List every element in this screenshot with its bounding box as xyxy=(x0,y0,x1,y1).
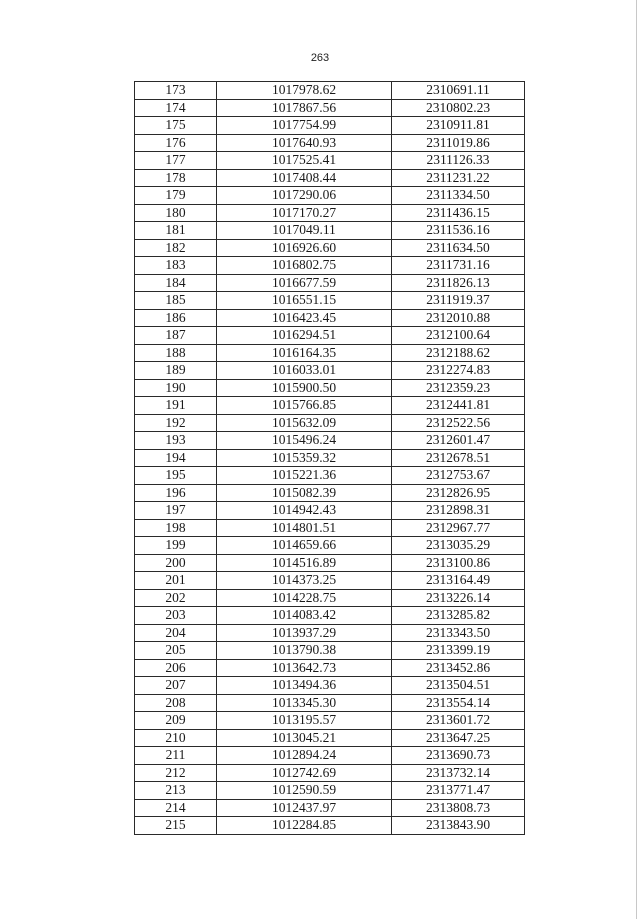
point-number-cell: 184 xyxy=(135,274,217,292)
y-coordinate-cell: 2313601.72 xyxy=(392,712,525,730)
point-number-cell: 203 xyxy=(135,607,217,625)
point-number-cell: 207 xyxy=(135,677,217,695)
x-coordinate-cell: 1016294.51 xyxy=(217,327,392,345)
x-coordinate-cell: 1014228.75 xyxy=(217,589,392,607)
point-number-cell: 196 xyxy=(135,484,217,502)
y-coordinate-cell: 2310911.81 xyxy=(392,117,525,135)
y-coordinate-cell: 2313164.49 xyxy=(392,572,525,590)
x-coordinate-cell: 1014516.89 xyxy=(217,554,392,572)
point-number-cell: 191 xyxy=(135,397,217,415)
point-number-cell: 206 xyxy=(135,659,217,677)
point-number-cell: 186 xyxy=(135,309,217,327)
x-coordinate-cell: 1013937.29 xyxy=(217,624,392,642)
y-coordinate-cell: 2311334.50 xyxy=(392,187,525,205)
table-row xyxy=(135,379,525,397)
x-coordinate-cell: 1015766.85 xyxy=(217,397,392,415)
point-number-cell: 183 xyxy=(135,257,217,275)
y-coordinate-cell: 2313035.29 xyxy=(392,537,525,555)
table-row xyxy=(135,134,525,152)
table-row xyxy=(135,712,525,730)
y-coordinate-cell: 2312522.56 xyxy=(392,414,525,432)
table-row xyxy=(135,572,525,590)
y-coordinate-cell: 2312753.67 xyxy=(392,467,525,485)
x-coordinate-cell: 1017640.93 xyxy=(217,134,392,152)
y-coordinate-cell: 2311919.37 xyxy=(392,292,525,310)
x-coordinate-cell: 1015900.50 xyxy=(217,379,392,397)
x-coordinate-cell: 1013642.73 xyxy=(217,659,392,677)
point-number-cell: 174 xyxy=(135,99,217,117)
x-coordinate-cell: 1014373.25 xyxy=(217,572,392,590)
x-coordinate-cell: 1013345.30 xyxy=(217,694,392,712)
x-coordinate-cell: 1016033.01 xyxy=(217,362,392,380)
y-coordinate-cell: 2311731.16 xyxy=(392,257,525,275)
y-coordinate-cell: 2312188.62 xyxy=(392,344,525,362)
point-number-cell: 202 xyxy=(135,589,217,607)
y-coordinate-cell: 2311126.33 xyxy=(392,152,525,170)
y-coordinate-cell: 2312441.81 xyxy=(392,397,525,415)
point-number-cell: 201 xyxy=(135,572,217,590)
y-coordinate-cell: 2313843.90 xyxy=(392,817,525,835)
y-coordinate-cell: 2310802.23 xyxy=(392,99,525,117)
x-coordinate-cell: 1012742.69 xyxy=(217,764,392,782)
point-number-cell: 178 xyxy=(135,169,217,187)
point-number-cell: 198 xyxy=(135,519,217,537)
y-coordinate-cell: 2312601.47 xyxy=(392,432,525,450)
y-coordinate-cell: 2313808.73 xyxy=(392,799,525,817)
table-row xyxy=(135,117,525,135)
point-number-cell: 187 xyxy=(135,327,217,345)
y-coordinate-cell: 2313554.14 xyxy=(392,694,525,712)
y-coordinate-cell: 2311536.16 xyxy=(392,222,525,240)
table-row xyxy=(135,222,525,240)
table-row xyxy=(135,589,525,607)
x-coordinate-cell: 1013790.38 xyxy=(217,642,392,660)
table-row xyxy=(135,309,525,327)
x-coordinate-cell: 1012284.85 xyxy=(217,817,392,835)
table-row xyxy=(135,799,525,817)
x-coordinate-cell: 1013045.21 xyxy=(217,729,392,747)
page-edge-divider xyxy=(636,0,637,919)
point-number-cell: 214 xyxy=(135,799,217,817)
x-coordinate-cell: 1016164.35 xyxy=(217,344,392,362)
x-coordinate-cell: 1016802.75 xyxy=(217,257,392,275)
x-coordinate-cell: 1017978.62 xyxy=(217,82,392,100)
point-number-cell: 199 xyxy=(135,537,217,555)
x-coordinate-cell: 1014801.51 xyxy=(217,519,392,537)
y-coordinate-cell: 2312010.88 xyxy=(392,309,525,327)
x-coordinate-cell: 1016551.15 xyxy=(217,292,392,310)
y-coordinate-cell: 2313399.19 xyxy=(392,642,525,660)
y-coordinate-cell: 2313452.86 xyxy=(392,659,525,677)
x-coordinate-cell: 1017408.44 xyxy=(217,169,392,187)
table-row xyxy=(135,204,525,222)
table-row xyxy=(135,642,525,660)
y-coordinate-cell: 2313647.25 xyxy=(392,729,525,747)
table-row xyxy=(135,607,525,625)
table-row xyxy=(135,99,525,117)
x-coordinate-cell: 1014942.43 xyxy=(217,502,392,520)
table-row xyxy=(135,362,525,380)
table-row xyxy=(135,432,525,450)
point-number-cell: 215 xyxy=(135,817,217,835)
x-coordinate-cell: 1012437.97 xyxy=(217,799,392,817)
point-number-cell: 208 xyxy=(135,694,217,712)
x-coordinate-cell: 1017867.56 xyxy=(217,99,392,117)
x-coordinate-cell: 1017525.41 xyxy=(217,152,392,170)
point-number-cell: 212 xyxy=(135,764,217,782)
x-coordinate-cell: 1012590.59 xyxy=(217,782,392,800)
table-row xyxy=(135,694,525,712)
table-row xyxy=(135,729,525,747)
x-coordinate-cell: 1012894.24 xyxy=(217,747,392,765)
y-coordinate-cell: 2313504.51 xyxy=(392,677,525,695)
y-coordinate-cell: 2310691.11 xyxy=(392,82,525,100)
table-row xyxy=(135,274,525,292)
table-row xyxy=(135,257,525,275)
y-coordinate-cell: 2312100.64 xyxy=(392,327,525,345)
x-coordinate-cell: 1014659.66 xyxy=(217,537,392,555)
table-row xyxy=(135,554,525,572)
table-row xyxy=(135,169,525,187)
point-number-cell: 200 xyxy=(135,554,217,572)
point-number-cell: 177 xyxy=(135,152,217,170)
y-coordinate-cell: 2313100.86 xyxy=(392,554,525,572)
table-row xyxy=(135,82,525,100)
point-number-cell: 175 xyxy=(135,117,217,135)
point-number-cell: 180 xyxy=(135,204,217,222)
point-number-cell: 193 xyxy=(135,432,217,450)
x-coordinate-cell: 1015082.39 xyxy=(217,484,392,502)
y-coordinate-cell: 2311436.15 xyxy=(392,204,525,222)
y-coordinate-cell: 2311019.86 xyxy=(392,134,525,152)
point-number-cell: 176 xyxy=(135,134,217,152)
y-coordinate-cell: 2312359.23 xyxy=(392,379,525,397)
table-row xyxy=(135,344,525,362)
table-row xyxy=(135,397,525,415)
point-number-cell: 173 xyxy=(135,82,217,100)
x-coordinate-cell: 1014083.42 xyxy=(217,607,392,625)
y-coordinate-cell: 2313771.47 xyxy=(392,782,525,800)
table-row xyxy=(135,414,525,432)
y-coordinate-cell: 2312898.31 xyxy=(392,502,525,520)
x-coordinate-cell: 1017754.99 xyxy=(217,117,392,135)
point-number-cell: 213 xyxy=(135,782,217,800)
point-number-cell: 190 xyxy=(135,379,217,397)
point-number-cell: 210 xyxy=(135,729,217,747)
x-coordinate-cell: 1017290.06 xyxy=(217,187,392,205)
x-coordinate-cell: 1013494.36 xyxy=(217,677,392,695)
y-coordinate-cell: 2312826.95 xyxy=(392,484,525,502)
table-row xyxy=(135,467,525,485)
y-coordinate-cell: 2312678.51 xyxy=(392,449,525,467)
point-number-cell: 181 xyxy=(135,222,217,240)
y-coordinate-cell: 2313732.14 xyxy=(392,764,525,782)
table-row xyxy=(135,239,525,257)
point-number-cell: 179 xyxy=(135,187,217,205)
table-row xyxy=(135,484,525,502)
y-coordinate-cell: 2312967.77 xyxy=(392,519,525,537)
x-coordinate-cell: 1016926.60 xyxy=(217,239,392,257)
x-coordinate-cell: 1016423.45 xyxy=(217,309,392,327)
point-number-cell: 194 xyxy=(135,449,217,467)
y-coordinate-cell: 2311231.22 xyxy=(392,169,525,187)
table-row xyxy=(135,817,525,835)
point-number-cell: 209 xyxy=(135,712,217,730)
table-row xyxy=(135,659,525,677)
x-coordinate-cell: 1017049.11 xyxy=(217,222,392,240)
point-number-cell: 211 xyxy=(135,747,217,765)
x-coordinate-cell: 1015221.36 xyxy=(217,467,392,485)
point-number-cell: 197 xyxy=(135,502,217,520)
point-number-cell: 195 xyxy=(135,467,217,485)
table-row xyxy=(135,449,525,467)
x-coordinate-cell: 1013195.57 xyxy=(217,712,392,730)
table-row xyxy=(135,519,525,537)
table-row xyxy=(135,187,525,205)
y-coordinate-cell: 2312274.83 xyxy=(392,362,525,380)
coordinate-table xyxy=(134,81,525,835)
table-row xyxy=(135,292,525,310)
table-row xyxy=(135,502,525,520)
table-row xyxy=(135,327,525,345)
table-row xyxy=(135,537,525,555)
x-coordinate-cell: 1015496.24 xyxy=(217,432,392,450)
table-row xyxy=(135,677,525,695)
x-coordinate-cell: 1015359.32 xyxy=(217,449,392,467)
x-coordinate-cell: 1015632.09 xyxy=(217,414,392,432)
y-coordinate-cell: 2313285.82 xyxy=(392,607,525,625)
y-coordinate-cell: 2313690.73 xyxy=(392,747,525,765)
point-number-cell: 205 xyxy=(135,642,217,660)
point-number-cell: 192 xyxy=(135,414,217,432)
page-number: 263 xyxy=(310,52,330,64)
table-row xyxy=(135,152,525,170)
table-row xyxy=(135,747,525,765)
x-coordinate-cell: 1016677.59 xyxy=(217,274,392,292)
table-row xyxy=(135,764,525,782)
x-coordinate-cell: 1017170.27 xyxy=(217,204,392,222)
y-coordinate-cell: 2311826.13 xyxy=(392,274,525,292)
table-body xyxy=(135,82,525,835)
point-number-cell: 182 xyxy=(135,239,217,257)
point-number-cell: 185 xyxy=(135,292,217,310)
y-coordinate-cell: 2311634.50 xyxy=(392,239,525,257)
point-number-cell: 188 xyxy=(135,344,217,362)
table-row xyxy=(135,624,525,642)
table-row xyxy=(135,782,525,800)
y-coordinate-cell: 2313343.50 xyxy=(392,624,525,642)
point-number-cell: 189 xyxy=(135,362,217,380)
point-number-cell: 204 xyxy=(135,624,217,642)
y-coordinate-cell: 2313226.14 xyxy=(392,589,525,607)
